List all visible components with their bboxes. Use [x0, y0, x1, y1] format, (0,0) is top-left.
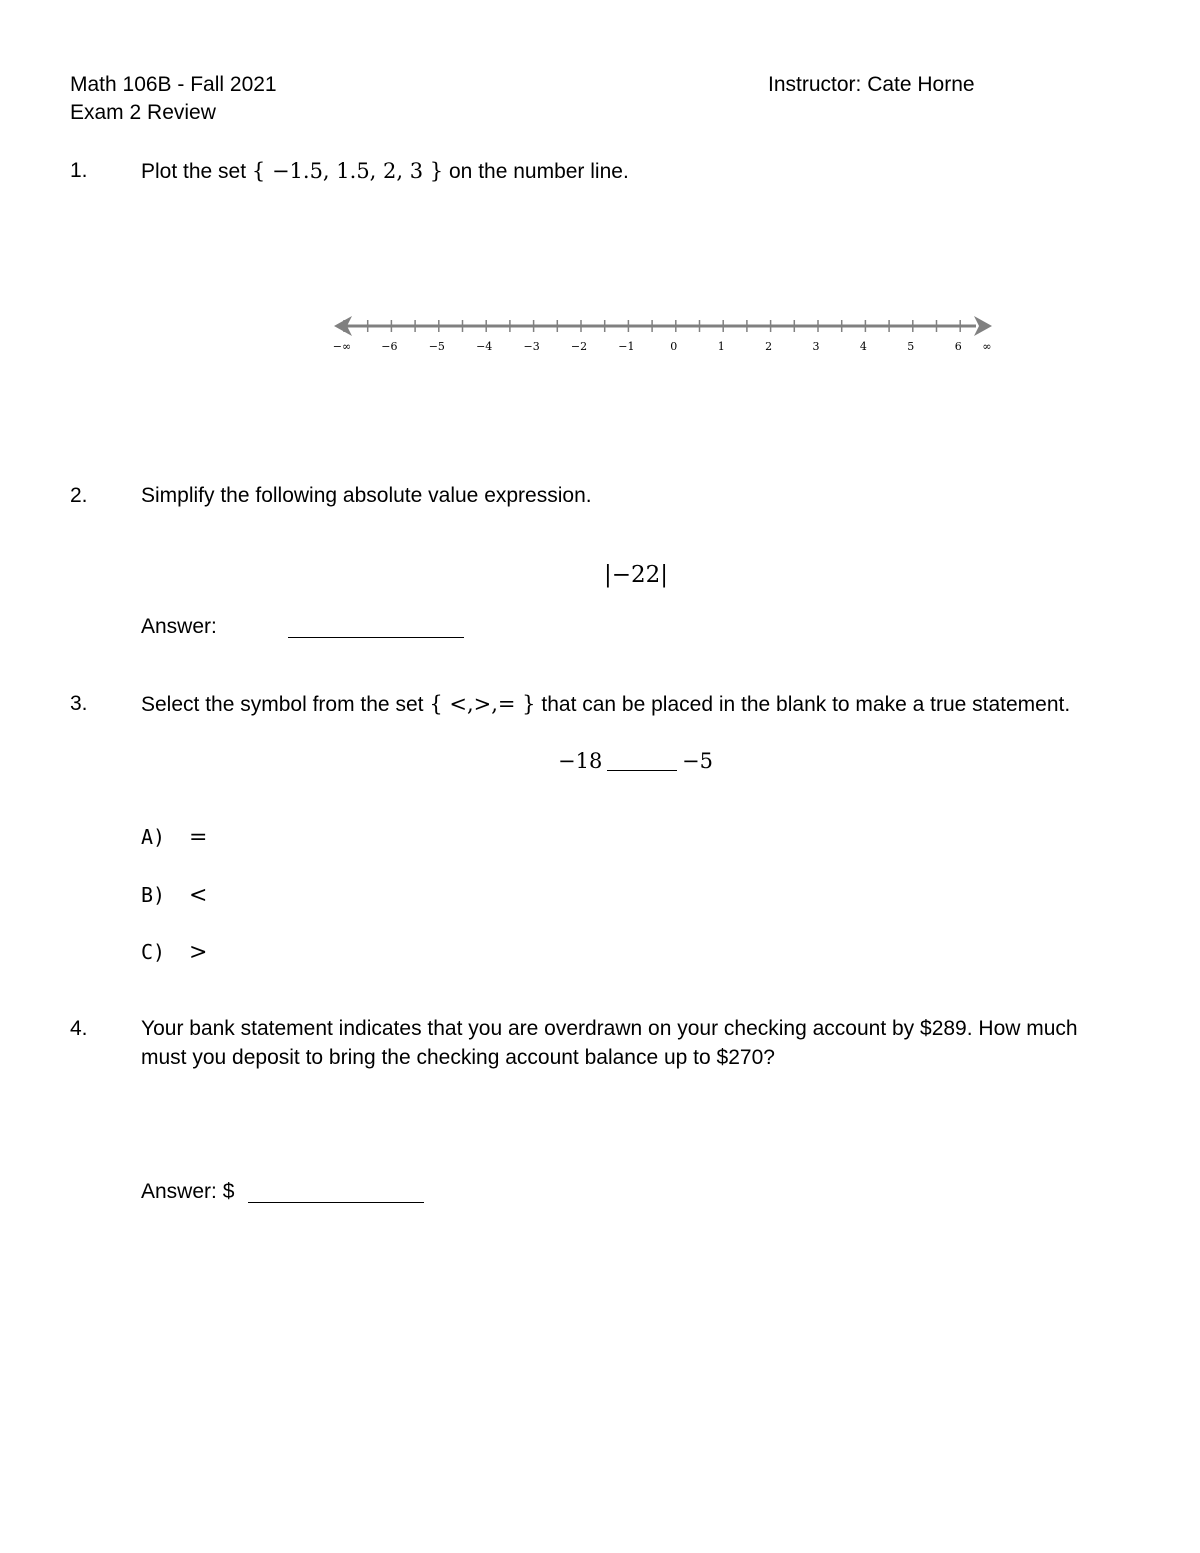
number-line-label: −4	[476, 340, 493, 353]
question-2-number: 2.	[70, 484, 88, 507]
question-1-text	[141, 159, 629, 184]
question-1-number: 1.	[70, 159, 88, 182]
comparison-left-value: −18	[558, 749, 603, 773]
comparison-blank[interactable]	[607, 770, 677, 771]
number-line-label: 5	[907, 340, 915, 353]
number-line-label: 6	[954, 340, 962, 353]
number-line-label: −1	[618, 340, 635, 353]
instructor-name: Instructor: Cate Horne	[768, 73, 975, 96]
question-4-text-line-2: must you deposit to bring the checking account balance up to $270?	[141, 1046, 775, 1069]
question-3-prompt-end: that can be placed in the blank to make a true statement.	[541, 693, 1071, 716]
question-2-text: Simplify the following absolute value expression.	[141, 484, 592, 507]
question-2-answer-blank[interactable]	[288, 637, 464, 638]
choice-a-symbol: =	[188, 825, 208, 850]
choice-c-label: C)	[141, 940, 166, 964]
number-line-label: 3	[812, 340, 820, 353]
question-4-number: 4.	[70, 1017, 88, 1040]
question-4-text-line-1: Your bank statement indicates that you are overdrawn on your checking account by $289. How much	[141, 1017, 1078, 1040]
choice-a[interactable]	[141, 825, 207, 850]
choice-c[interactable]	[141, 940, 207, 965]
document-subtitle: Exam 2 Review	[70, 101, 216, 124]
comparison-right-value: −5	[682, 749, 713, 773]
question-1-set: { −1.5, 1.5, 2, 3 }	[251, 159, 444, 183]
question-3-text	[141, 692, 1070, 717]
number-line-label: −3	[523, 340, 540, 353]
choice-b[interactable]	[141, 883, 207, 908]
number-line-label: −2	[570, 340, 588, 353]
number-line-label: ∞	[982, 340, 992, 353]
right-arrow-icon	[974, 316, 992, 336]
question-1-prompt-end: on the number line.	[449, 160, 629, 183]
absolute-value-expression: |−22|	[604, 562, 669, 588]
number-line-label: −6	[381, 340, 398, 353]
choice-c-symbol: >	[188, 940, 208, 965]
question-4-answer-blank[interactable]	[248, 1202, 424, 1203]
question-1-prompt: Plot the set	[141, 160, 247, 183]
course-title: Math 106B - Fall 2021	[70, 73, 277, 96]
number-line-label: −5	[428, 340, 445, 353]
choice-b-symbol: <	[188, 883, 208, 908]
number-line-label: 1	[717, 340, 725, 353]
question-3-prompt: Select the symbol from the set	[141, 693, 424, 716]
choice-a-label: A)	[141, 825, 166, 849]
question-3-number: 3.	[70, 692, 88, 715]
number-line-label: 2	[765, 340, 773, 353]
number-line-label: 0	[670, 340, 678, 353]
question-2-answer-label: Answer:	[141, 615, 217, 638]
question-3-set: { <,>,= }	[429, 692, 536, 716]
number-line-label: 4	[859, 340, 867, 353]
number-line[interactable]	[330, 310, 1000, 360]
choice-b-label: B)	[141, 883, 166, 907]
number-line-label: −∞	[332, 340, 352, 353]
question-4-answer-label: Answer: $	[141, 1180, 235, 1203]
